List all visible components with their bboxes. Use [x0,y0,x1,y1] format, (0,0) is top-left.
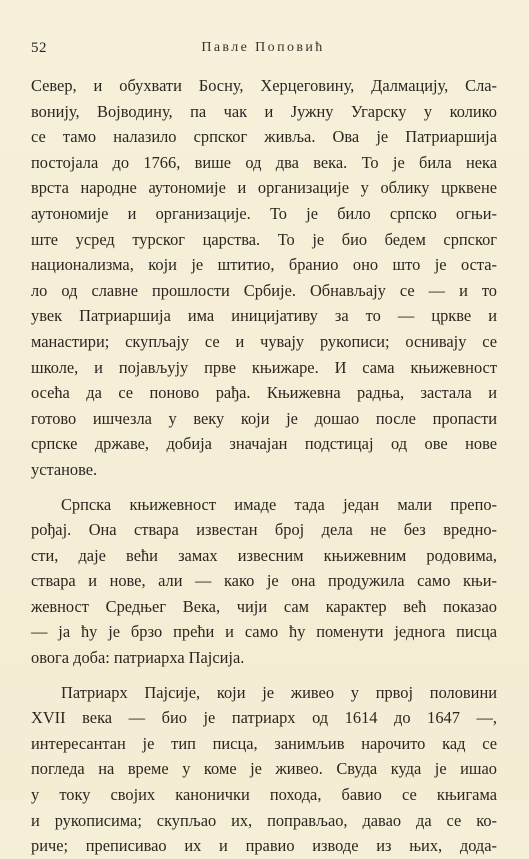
text-line: Српска књижевност имаде тада један мали препо- [61,494,497,514]
page-header [31,40,495,60]
text-line: аутономије и организације. То је било српско огњи- [31,203,497,223]
page-number: 52 [31,40,47,56]
text-line: риче; преписивао их и правио изводе из њих, дода- [31,836,497,856]
text-line: вонију, Војводину, па чак и Јужну Угарску у колико [31,101,497,121]
text-line: рођај. Она ствара известан број дела не без вредно- [31,520,497,540]
text-line: и рукописима; скупљао их, поправљао, давао да се ко- [31,810,497,830]
text-line: — ја ћу је брзо прећи и само ћу поменути једнога писца [31,622,497,642]
text-line: школе, и појављују прве књижаре. И сама књижевност [31,357,497,377]
text-line: сти, даје већи замах извесним књижевним родовима, [31,545,497,565]
paragraph-2 [31,492,497,671]
text-line: готово ишчезла у веку који је дошао после пропасти [31,408,497,428]
text-line: погледа на време у коме је живео. Свуда куда је ишао [31,759,497,779]
text-line: у току својих канонички похода, бавио се књигама [31,785,497,805]
text-line: врста народне аутономије и организације у облику црквене [31,178,497,198]
text-line: увек Патриаршија има иницијативу за то — цркве и [31,306,497,326]
text-line: XVII века — био је патриарх од 1614 до 1647 —, [31,708,497,728]
text-line: осећа да се поново рађа. Књижевна радња, застала и [31,383,497,403]
text-line: ште усред турског царства. То је био бедем српског [31,229,497,249]
text-line: национализма, који је штитио, бранио оно што је оста- [31,255,497,275]
paragraph-1 [31,73,497,483]
text-line: Патриарх Пајсије, који је живео у првој половини [61,682,497,702]
text-line: ствара и нове, али — како је она продужила само књи- [31,571,497,591]
text-line: се тамо налазило српског живља. Ова је Патриаршија [31,127,497,147]
text-line: Север, и обухвати Босну, Херцеговину, Далмацију, Сла- [31,76,497,95]
text-line: установе. [31,459,98,479]
paragraph-3 [31,680,497,859]
body-text [31,73,497,859]
running-head: Павле Поповић [201,40,325,55]
text-line: интересантан је тип писца, занимљив нарочито кад се [31,733,497,753]
text-line: постојала до 1766, више од два века. То је била нека [31,152,497,172]
text-line: овога доба: патриарха Пајсија. [31,648,245,668]
text-line: српске државе, добија значајан подстицај од ове нове [31,434,497,454]
text-line: ло од славне прошлости Србије. Обнављају се — и то [31,280,497,300]
text-line: манастири; скупљају се и чувају рукописи; оснивају се [31,331,497,351]
text-line: жевност Средњег Века, чији сам карактер већ показао [31,596,497,616]
